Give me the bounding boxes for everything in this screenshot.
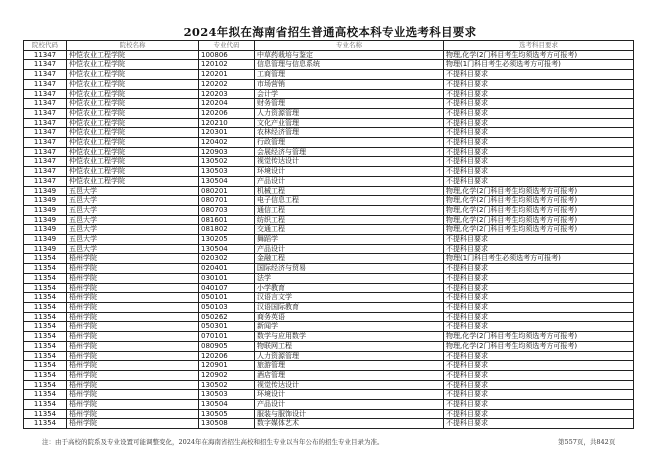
major-code-cell: 040107 xyxy=(199,283,255,293)
school-name-cell: 梧州学院 xyxy=(67,293,199,303)
header-major-code: 专业代码 xyxy=(199,41,255,51)
header-school-code: 院校代码 xyxy=(24,41,67,51)
table-row xyxy=(24,176,634,186)
subject-requirement-cell: 不提科目要求 xyxy=(444,273,634,283)
major-code-cell: 080701 xyxy=(199,196,255,206)
school-code-cell: 11347 xyxy=(24,118,67,128)
table-row xyxy=(24,361,634,371)
school-name-cell: 五邑大学 xyxy=(67,196,199,206)
table-header-row xyxy=(24,41,634,51)
major-code-cell: 120204 xyxy=(199,99,255,109)
major-code-cell: 080905 xyxy=(199,341,255,351)
major-code-cell: 130504 xyxy=(199,244,255,254)
subject-requirement-cell: 不提科目要求 xyxy=(444,370,634,380)
subject-requirement-cell: 物理(1门科目考生必须选考方可报考) xyxy=(444,60,634,70)
major-name-cell: 财务管理 xyxy=(255,99,444,109)
school-name-cell: 仲恺农业工程学院 xyxy=(67,128,199,138)
table-row xyxy=(24,167,634,177)
subject-requirement-cell: 不提科目要求 xyxy=(444,322,634,332)
table-row xyxy=(24,108,634,118)
page-title: 2024年拟在海南省招生普通高校本科专业选考科目要求 xyxy=(183,25,477,39)
school-name-cell: 仲恺农业工程学院 xyxy=(67,89,199,99)
major-name-cell: 旅游管理 xyxy=(255,361,444,371)
table-row xyxy=(24,118,634,128)
table-row xyxy=(24,196,634,206)
major-name-cell: 纺织工程 xyxy=(255,215,444,225)
school-code-cell: 11354 xyxy=(24,332,67,342)
major-name-cell: 产品设计 xyxy=(255,176,444,186)
major-name-cell: 服装与服饰设计 xyxy=(255,409,444,419)
header-major-name: 专业名称 xyxy=(255,41,444,51)
major-name-cell: 酒店管理 xyxy=(255,370,444,380)
table-row xyxy=(24,283,634,293)
major-code-cell: 081601 xyxy=(199,215,255,225)
school-code-cell: 11349 xyxy=(24,244,67,254)
major-name-cell: 会计学 xyxy=(255,89,444,99)
major-name-cell: 产品设计 xyxy=(255,400,444,410)
table-row xyxy=(24,70,634,80)
major-name-cell: 数字媒体艺术 xyxy=(255,419,444,429)
school-code-cell: 11354 xyxy=(24,312,67,322)
subject-requirement-cell: 不提科目要求 xyxy=(444,89,634,99)
table-row xyxy=(24,205,634,215)
school-name-cell: 五邑大学 xyxy=(67,215,199,225)
school-name-cell: 五邑大学 xyxy=(67,244,199,254)
school-name-cell: 梧州学院 xyxy=(67,361,199,371)
school-code-cell: 11347 xyxy=(24,128,67,138)
header-school-name: 院校名称 xyxy=(67,41,199,51)
table-row xyxy=(24,400,634,410)
major-code-cell: 120301 xyxy=(199,128,255,138)
subject-requirement-cell: 不提科目要求 xyxy=(444,293,634,303)
subject-requirement-cell: 物理,化学(2门科目考生均须选考方可报考) xyxy=(444,225,634,235)
major-code-cell: 130502 xyxy=(199,380,255,390)
school-code-cell: 11354 xyxy=(24,409,67,419)
school-code-cell: 11347 xyxy=(24,79,67,89)
table-row xyxy=(24,138,634,148)
table-row xyxy=(24,322,634,332)
school-name-cell: 五邑大学 xyxy=(67,225,199,235)
major-name-cell: 新闻学 xyxy=(255,322,444,332)
subject-requirement-cell: 物理,化学(2门科目考生均须选考方可报考) xyxy=(444,332,634,342)
table-row xyxy=(24,235,634,245)
school-code-cell: 11354 xyxy=(24,380,67,390)
subject-requirement-cell: 不提科目要求 xyxy=(444,70,634,80)
school-code-cell: 11354 xyxy=(24,254,67,264)
major-code-cell: 130503 xyxy=(199,167,255,177)
school-name-cell: 仲恺农业工程学院 xyxy=(67,118,199,128)
school-name-cell: 梧州学院 xyxy=(67,341,199,351)
school-code-cell: 11354 xyxy=(24,293,67,303)
major-code-cell: 050101 xyxy=(199,293,255,303)
subject-requirement-cell: 不提科目要求 xyxy=(444,244,634,254)
major-code-cell: 050262 xyxy=(199,312,255,322)
school-name-cell: 梧州学院 xyxy=(67,409,199,419)
subject-requirement-cell: 不提科目要求 xyxy=(444,235,634,245)
major-name-cell: 舞蹈学 xyxy=(255,235,444,245)
school-code-cell: 11347 xyxy=(24,157,67,167)
major-name-cell: 信息管理与信息系统 xyxy=(255,60,444,70)
major-name-cell: 市场营销 xyxy=(255,79,444,89)
major-code-cell: 100806 xyxy=(199,50,255,60)
subject-requirement-cell: 物理,化学(2门科目考生均须选考方可报考) xyxy=(444,215,634,225)
page-number: 第557页，共842页 xyxy=(558,438,616,446)
school-code-cell: 11347 xyxy=(24,50,67,60)
school-name-cell: 五邑大学 xyxy=(67,186,199,196)
major-name-cell: 金融工程 xyxy=(255,254,444,264)
subject-requirement-cell: 不提科目要求 xyxy=(444,351,634,361)
major-code-cell: 080201 xyxy=(199,186,255,196)
table-row xyxy=(24,60,634,70)
table-row xyxy=(24,341,634,351)
major-name-cell: 通信工程 xyxy=(255,205,444,215)
subject-requirement-cell: 不提科目要求 xyxy=(444,302,634,312)
school-code-cell: 11354 xyxy=(24,341,67,351)
subject-requirement-cell: 不提科目要求 xyxy=(444,79,634,89)
school-code-cell: 11349 xyxy=(24,215,67,225)
school-code-cell: 11354 xyxy=(24,351,67,361)
school-name-cell: 仲恺农业工程学院 xyxy=(67,50,199,60)
table-row xyxy=(24,332,634,342)
major-code-cell: 120102 xyxy=(199,60,255,70)
table-row xyxy=(24,370,634,380)
subject-requirement-cell: 不提科目要求 xyxy=(444,400,634,410)
table-row xyxy=(24,215,634,225)
major-name-cell: 国际经济与贸易 xyxy=(255,264,444,274)
subject-requirement-cell: 不提科目要求 xyxy=(444,264,634,274)
major-name-cell: 电子信息工程 xyxy=(255,196,444,206)
major-code-cell: 130505 xyxy=(199,409,255,419)
school-name-cell: 仲恺农业工程学院 xyxy=(67,60,199,70)
major-name-cell: 环境设计 xyxy=(255,390,444,400)
major-name-cell: 商务英语 xyxy=(255,312,444,322)
major-name-cell: 人力资源管理 xyxy=(255,351,444,361)
school-code-cell: 11354 xyxy=(24,322,67,332)
major-code-cell: 080703 xyxy=(199,205,255,215)
major-code-cell: 120903 xyxy=(199,147,255,157)
subject-requirement-cell: 物理,化学(2门科目考生均须选考方可报考) xyxy=(444,341,634,351)
requirements-table xyxy=(23,40,634,429)
major-name-cell: 机械工程 xyxy=(255,186,444,196)
major-code-cell: 120210 xyxy=(199,118,255,128)
major-name-cell: 工商管理 xyxy=(255,70,444,80)
subject-requirement-cell: 不提科目要求 xyxy=(444,118,634,128)
major-code-cell: 120901 xyxy=(199,361,255,371)
school-name-cell: 仲恺农业工程学院 xyxy=(67,157,199,167)
school-name-cell: 梧州学院 xyxy=(67,380,199,390)
school-name-cell: 五邑大学 xyxy=(67,205,199,215)
school-name-cell: 梧州学院 xyxy=(67,264,199,274)
major-code-cell: 130503 xyxy=(199,390,255,400)
school-name-cell: 仲恺农业工程学院 xyxy=(67,167,199,177)
table-row xyxy=(24,128,634,138)
major-name-cell: 交通工程 xyxy=(255,225,444,235)
major-name-cell: 中草药栽培与鉴定 xyxy=(255,50,444,60)
school-name-cell: 梧州学院 xyxy=(67,283,199,293)
major-code-cell: 020302 xyxy=(199,254,255,264)
subject-requirement-cell: 不提科目要求 xyxy=(444,361,634,371)
major-name-cell: 产品设计 xyxy=(255,244,444,254)
school-name-cell: 梧州学院 xyxy=(67,351,199,361)
school-code-cell: 11354 xyxy=(24,264,67,274)
table-row xyxy=(24,79,634,89)
subject-requirement-cell: 不提科目要求 xyxy=(444,128,634,138)
table-row xyxy=(24,244,634,254)
subject-requirement-cell: 不提科目要求 xyxy=(444,176,634,186)
table-row xyxy=(24,312,634,322)
school-code-cell: 11354 xyxy=(24,419,67,429)
major-code-cell: 070101 xyxy=(199,332,255,342)
table-row xyxy=(24,225,634,235)
table-body xyxy=(24,50,634,428)
table-row xyxy=(24,293,634,303)
school-code-cell: 11354 xyxy=(24,390,67,400)
major-name-cell: 环境设计 xyxy=(255,167,444,177)
major-name-cell: 行政管理 xyxy=(255,138,444,148)
major-name-cell: 农林经济管理 xyxy=(255,128,444,138)
school-name-cell: 仲恺农业工程学院 xyxy=(67,70,199,80)
school-name-cell: 仲恺农业工程学院 xyxy=(67,99,199,109)
subject-requirement-cell: 不提科目要求 xyxy=(444,380,634,390)
school-code-cell: 11349 xyxy=(24,205,67,215)
school-code-cell: 11354 xyxy=(24,370,67,380)
school-name-cell: 梧州学院 xyxy=(67,419,199,429)
major-name-cell: 法学 xyxy=(255,273,444,283)
school-code-cell: 11349 xyxy=(24,186,67,196)
table-row xyxy=(24,50,634,60)
table-row xyxy=(24,99,634,109)
major-name-cell: 汉语言文学 xyxy=(255,293,444,303)
school-name-cell: 梧州学院 xyxy=(67,390,199,400)
major-name-cell: 视觉传达设计 xyxy=(255,157,444,167)
school-code-cell: 11354 xyxy=(24,283,67,293)
major-name-cell: 物联网工程 xyxy=(255,341,444,351)
subject-requirement-cell: 不提科目要求 xyxy=(444,99,634,109)
table-row xyxy=(24,157,634,167)
school-name-cell: 梧州学院 xyxy=(67,370,199,380)
subject-requirement-cell: 不提科目要求 xyxy=(444,390,634,400)
major-name-cell: 数学与应用数学 xyxy=(255,332,444,342)
major-code-cell: 120201 xyxy=(199,70,255,80)
major-code-cell: 120902 xyxy=(199,370,255,380)
subject-requirement-cell: 不提科目要求 xyxy=(444,419,634,429)
school-name-cell: 梧州学院 xyxy=(67,254,199,264)
major-code-cell: 130205 xyxy=(199,235,255,245)
major-code-cell: 050301 xyxy=(199,322,255,332)
school-code-cell: 11347 xyxy=(24,70,67,80)
major-code-cell: 081802 xyxy=(199,225,255,235)
school-name-cell: 仲恺农业工程学院 xyxy=(67,108,199,118)
major-code-cell: 130502 xyxy=(199,157,255,167)
subject-requirement-cell: 不提科目要求 xyxy=(444,283,634,293)
major-code-cell: 130504 xyxy=(199,400,255,410)
subject-requirement-cell: 物理,化学(2门科目考生均须选考方可报考) xyxy=(444,186,634,196)
table-row xyxy=(24,409,634,419)
subject-requirement-cell: 物理,化学(2门科目考生均须选考方可报考) xyxy=(444,196,634,206)
major-code-cell: 130504 xyxy=(199,176,255,186)
school-name-cell: 梧州学院 xyxy=(67,332,199,342)
major-code-cell: 120202 xyxy=(199,79,255,89)
major-code-cell: 130508 xyxy=(199,419,255,429)
major-name-cell: 汉语国际教育 xyxy=(255,302,444,312)
subject-requirement-cell: 不提科目要求 xyxy=(444,409,634,419)
subject-requirement-cell: 物理,化学(2门科目考生均须选考方可报考) xyxy=(444,50,634,60)
table-row xyxy=(24,186,634,196)
table-row xyxy=(24,390,634,400)
school-name-cell: 梧州学院 xyxy=(67,302,199,312)
school-code-cell: 11347 xyxy=(24,99,67,109)
school-code-cell: 11347 xyxy=(24,108,67,118)
major-code-cell: 120206 xyxy=(199,351,255,361)
school-name-cell: 仲恺农业工程学院 xyxy=(67,138,199,148)
table-row xyxy=(24,351,634,361)
major-name-cell: 文化产业管理 xyxy=(255,118,444,128)
table-row xyxy=(24,302,634,312)
major-code-cell: 050103 xyxy=(199,302,255,312)
school-code-cell: 11347 xyxy=(24,167,67,177)
school-name-cell: 五邑大学 xyxy=(67,235,199,245)
school-name-cell: 仲恺农业工程学院 xyxy=(67,147,199,157)
subject-requirement-cell: 不提科目要求 xyxy=(444,157,634,167)
school-code-cell: 11349 xyxy=(24,235,67,245)
school-code-cell: 11347 xyxy=(24,147,67,157)
table-row xyxy=(24,264,634,274)
school-name-cell: 梧州学院 xyxy=(67,312,199,322)
table-row xyxy=(24,89,634,99)
school-name-cell: 梧州学院 xyxy=(67,400,199,410)
table-row xyxy=(24,147,634,157)
major-code-cell: 120203 xyxy=(199,89,255,99)
major-code-cell: 120206 xyxy=(199,108,255,118)
table-row xyxy=(24,273,634,283)
school-code-cell: 11347 xyxy=(24,176,67,186)
major-name-cell: 人力资源管理 xyxy=(255,108,444,118)
school-code-cell: 11349 xyxy=(24,225,67,235)
school-code-cell: 11354 xyxy=(24,400,67,410)
table-row xyxy=(24,380,634,390)
school-code-cell: 11354 xyxy=(24,273,67,283)
subject-requirement-cell: 不提科目要求 xyxy=(444,108,634,118)
school-code-cell: 11347 xyxy=(24,60,67,70)
table-row xyxy=(24,254,634,264)
major-code-cell: 030101 xyxy=(199,273,255,283)
header-subject-requirement: 选考科目要求 xyxy=(444,41,634,51)
major-code-cell: 120402 xyxy=(199,138,255,148)
major-name-cell: 会展经济与管理 xyxy=(255,147,444,157)
school-name-cell: 梧州学院 xyxy=(67,273,199,283)
table-row xyxy=(24,419,634,429)
subject-requirement-cell: 不提科目要求 xyxy=(444,138,634,148)
school-code-cell: 11354 xyxy=(24,302,67,312)
school-code-cell: 11347 xyxy=(24,89,67,99)
subject-requirement-cell: 物理,化学(2门科目考生均须选考方可报考) xyxy=(444,205,634,215)
major-code-cell: 020401 xyxy=(199,264,255,274)
school-code-cell: 11354 xyxy=(24,361,67,371)
school-name-cell: 仲恺农业工程学院 xyxy=(67,176,199,186)
footer-note: 注：由于高校的院系及专业设置可能调整变化，2024年在海南省招生高校和招生专业以当年公布的招生专业目录为准。 xyxy=(42,438,384,446)
subject-requirement-cell: 不提科目要求 xyxy=(444,147,634,157)
school-name-cell: 仲恺农业工程学院 xyxy=(67,79,199,89)
major-name-cell: 小学教育 xyxy=(255,283,444,293)
school-name-cell: 梧州学院 xyxy=(67,322,199,332)
subject-requirement-cell: 不提科目要求 xyxy=(444,167,634,177)
school-code-cell: 11349 xyxy=(24,196,67,206)
school-code-cell: 11347 xyxy=(24,138,67,148)
subject-requirement-cell: 不提科目要求 xyxy=(444,312,634,322)
subject-requirement-cell: 物理(1门科目考生必须选考方可报考) xyxy=(444,254,634,264)
major-name-cell: 视觉传达设计 xyxy=(255,380,444,390)
